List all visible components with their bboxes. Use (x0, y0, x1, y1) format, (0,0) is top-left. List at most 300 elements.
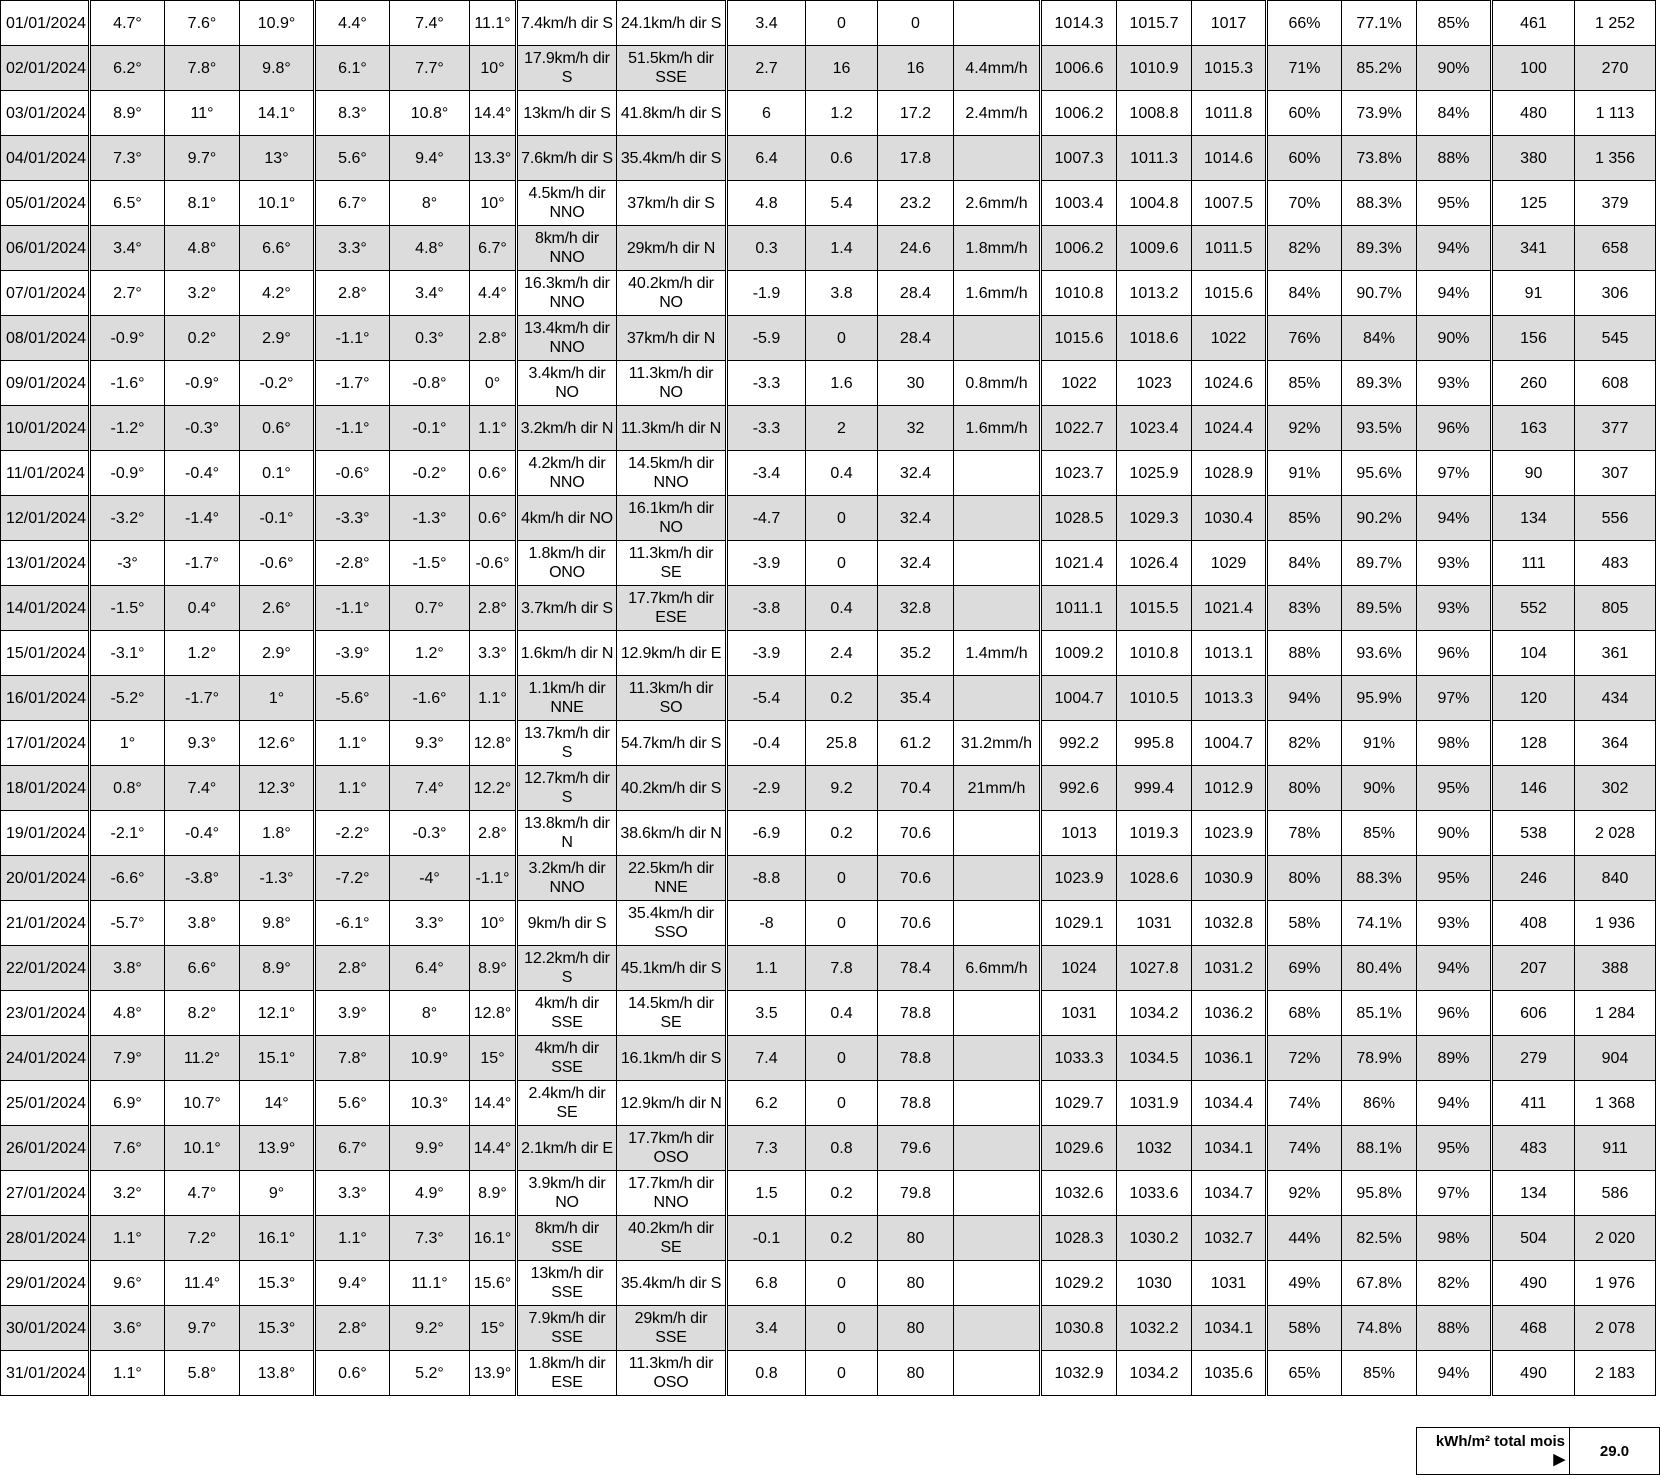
rain-day-cell: 0 (806, 901, 878, 946)
rain-rate-cell (954, 496, 1041, 541)
rain-day-cell: 0 (806, 1261, 878, 1306)
temp-ext-max-cell: 15.1° (240, 1036, 315, 1081)
pressure-avg-cell: 1018.6 (1117, 316, 1192, 361)
temp-ext-avg-cell: 7.2° (165, 1216, 240, 1261)
temp-int-avg-cell: 11.1° (390, 1261, 470, 1306)
wind-avg-cell: 4km/h dir NO (517, 496, 617, 541)
temp-int-max-cell: 1.1° (470, 406, 517, 451)
rain-day-cell: 0 (806, 1, 878, 46)
pressure-max-cell: 1032.7 (1192, 1216, 1267, 1261)
rain-rate-cell (954, 1216, 1041, 1261)
temp-ext-max-cell: 4.2° (240, 271, 315, 316)
wind-gust-cell: 11.3km/h dir SE (617, 541, 727, 586)
humidity-min-cell: 71% (1267, 46, 1342, 91)
temp-int-max-cell: 8.9° (470, 946, 517, 991)
pressure-min-cell: 1031 (1041, 991, 1117, 1036)
dew-point-cell: -5.4 (727, 676, 806, 721)
temp-int-min-cell: 4.4° (315, 1, 390, 46)
temp-ext-min-cell: 3.8° (90, 946, 165, 991)
pressure-max-cell: 1024.4 (1192, 406, 1267, 451)
humidity-max-cell: 94% (1417, 271, 1492, 316)
temp-int-avg-cell: 10.3° (390, 1081, 470, 1126)
date-cell: 24/01/2024 (1, 1036, 90, 1081)
monthly-total-label: kWh/m² total mois ▶ (1417, 1428, 1570, 1475)
pressure-avg-cell: 1034.5 (1117, 1036, 1192, 1081)
pressure-min-cell: 1004.7 (1041, 676, 1117, 721)
solar-total-cell: 1 936 (1575, 901, 1656, 946)
rain-rate-cell (954, 136, 1041, 181)
temp-int-avg-cell: 1.2° (390, 631, 470, 676)
humidity-avg-cell: 90.2% (1342, 496, 1417, 541)
dew-point-cell: -6.9 (727, 811, 806, 856)
solar-max-cell: 207 (1492, 946, 1575, 991)
solar-max-cell: 490 (1492, 1261, 1575, 1306)
pressure-max-cell: 1007.5 (1192, 181, 1267, 226)
wind-avg-cell: 1.1km/h dir NNE (517, 676, 617, 721)
wind-gust-cell: 11.3km/h dir N (617, 406, 727, 451)
rain-day-cell: 0 (806, 856, 878, 901)
pressure-max-cell: 1012.9 (1192, 766, 1267, 811)
humidity-min-cell: 68% (1267, 991, 1342, 1036)
temp-ext-max-cell: 14° (240, 1081, 315, 1126)
pressure-min-cell: 1032.6 (1041, 1171, 1117, 1216)
temp-int-avg-cell: -1.5° (390, 541, 470, 586)
temp-int-avg-cell: 8° (390, 991, 470, 1036)
pressure-max-cell: 1029 (1192, 541, 1267, 586)
humidity-min-cell: 58% (1267, 1306, 1342, 1351)
temp-ext-max-cell: 6.6° (240, 226, 315, 271)
humidity-min-cell: 80% (1267, 856, 1342, 901)
rain-cumul-cell: 24.6 (878, 226, 954, 271)
pressure-avg-cell: 1013.2 (1117, 271, 1192, 316)
pressure-max-cell: 1014.6 (1192, 136, 1267, 181)
rain-cumul-cell: 32.8 (878, 586, 954, 631)
pressure-max-cell: 1015.3 (1192, 46, 1267, 91)
temp-ext-min-cell: -3.2° (90, 496, 165, 541)
rain-day-cell: 0.8 (806, 1126, 878, 1171)
wind-avg-cell: 16.3km/h dir NNO (517, 271, 617, 316)
wind-avg-cell: 1.8km/h dir ESE (517, 1351, 617, 1396)
pressure-max-cell: 1013.3 (1192, 676, 1267, 721)
table-row (1, 496, 1656, 541)
humidity-max-cell: 94% (1417, 946, 1492, 991)
date-cell: 18/01/2024 (1, 766, 90, 811)
temp-ext-avg-cell: 7.4° (165, 766, 240, 811)
solar-total-cell: 434 (1575, 676, 1656, 721)
solar-total-cell: 307 (1575, 451, 1656, 496)
rain-day-cell: 0 (806, 496, 878, 541)
temp-ext-avg-cell: 9.7° (165, 1306, 240, 1351)
temp-ext-avg-cell: 10.1° (165, 1126, 240, 1171)
rain-day-cell: 0 (806, 316, 878, 361)
solar-max-cell: 490 (1492, 1351, 1575, 1396)
table-row (1, 136, 1656, 181)
temp-ext-max-cell: 8.9° (240, 946, 315, 991)
wind-gust-cell: 37km/h dir S (617, 181, 727, 226)
humidity-avg-cell: 86% (1342, 1081, 1417, 1126)
dew-point-cell: -0.1 (727, 1216, 806, 1261)
pressure-min-cell: 1032.9 (1041, 1351, 1117, 1396)
solar-total-cell: 379 (1575, 181, 1656, 226)
pressure-min-cell: 1023.9 (1041, 856, 1117, 901)
rain-cumul-cell: 16 (878, 46, 954, 91)
pressure-max-cell: 1015.6 (1192, 271, 1267, 316)
temp-int-avg-cell: 7.4° (390, 1, 470, 46)
temp-int-max-cell: 2.8° (470, 811, 517, 856)
solar-total-cell: 658 (1575, 226, 1656, 271)
date-cell: 22/01/2024 (1, 946, 90, 991)
rain-rate-cell (954, 586, 1041, 631)
pressure-avg-cell: 1029.3 (1117, 496, 1192, 541)
humidity-avg-cell: 78.9% (1342, 1036, 1417, 1081)
temp-ext-min-cell: 4.7° (90, 1, 165, 46)
wind-avg-cell: 1.6km/h dir N (517, 631, 617, 676)
wind-gust-cell: 29km/h dir N (617, 226, 727, 271)
pressure-min-cell: 1033.3 (1041, 1036, 1117, 1081)
humidity-max-cell: 94% (1417, 496, 1492, 541)
pressure-max-cell: 1034.1 (1192, 1126, 1267, 1171)
temp-ext-avg-cell: 9.3° (165, 721, 240, 766)
rain-cumul-cell: 78.8 (878, 1081, 954, 1126)
dew-point-cell: 6.8 (727, 1261, 806, 1306)
pressure-min-cell: 1029.7 (1041, 1081, 1117, 1126)
humidity-min-cell: 49% (1267, 1261, 1342, 1306)
humidity-min-cell: 76% (1267, 316, 1342, 361)
humidity-avg-cell: 85.2% (1342, 46, 1417, 91)
date-cell: 20/01/2024 (1, 856, 90, 901)
humidity-min-cell: 58% (1267, 901, 1342, 946)
humidity-max-cell: 93% (1417, 361, 1492, 406)
dew-point-cell: -3.3 (727, 361, 806, 406)
humidity-avg-cell: 88.1% (1342, 1126, 1417, 1171)
table-row (1, 991, 1656, 1036)
pressure-avg-cell: 1004.8 (1117, 181, 1192, 226)
temp-int-min-cell: 0.6° (315, 1351, 390, 1396)
rain-cumul-cell: 70.6 (878, 811, 954, 856)
rain-rate-cell (954, 1351, 1041, 1396)
date-cell: 15/01/2024 (1, 631, 90, 676)
pressure-min-cell: 1022 (1041, 361, 1117, 406)
pressure-max-cell: 1031 (1192, 1261, 1267, 1306)
humidity-max-cell: 90% (1417, 316, 1492, 361)
table-row (1, 766, 1656, 811)
dew-point-cell: 4.8 (727, 181, 806, 226)
wind-avg-cell: 3.9km/h dir NO (517, 1171, 617, 1216)
humidity-avg-cell: 91% (1342, 721, 1417, 766)
humidity-max-cell: 89% (1417, 1036, 1492, 1081)
pressure-avg-cell: 1023 (1117, 361, 1192, 406)
wind-gust-cell: 38.6km/h dir N (617, 811, 727, 856)
temp-ext-min-cell: 7.9° (90, 1036, 165, 1081)
table-row (1, 541, 1656, 586)
temp-int-max-cell: 13.9° (470, 1351, 517, 1396)
humidity-max-cell: 94% (1417, 1081, 1492, 1126)
temp-ext-avg-cell: -0.4° (165, 451, 240, 496)
rain-day-cell: 9.2 (806, 766, 878, 811)
temp-int-avg-cell: -4° (390, 856, 470, 901)
rain-rate-cell: 2.6mm/h (954, 181, 1041, 226)
rain-rate-cell: 6.6mm/h (954, 946, 1041, 991)
humidity-max-cell: 97% (1417, 676, 1492, 721)
temp-int-avg-cell: 10.9° (390, 1036, 470, 1081)
table-row (1, 46, 1656, 91)
rain-cumul-cell: 80 (878, 1261, 954, 1306)
wind-gust-cell: 11.3km/h dir NO (617, 361, 727, 406)
temp-int-min-cell: -5.6° (315, 676, 390, 721)
dew-point-cell: 3.5 (727, 991, 806, 1036)
pressure-avg-cell: 1015.5 (1117, 586, 1192, 631)
pressure-max-cell: 1030.4 (1192, 496, 1267, 541)
temp-int-min-cell: 1.1° (315, 721, 390, 766)
temp-int-avg-cell: 7.3° (390, 1216, 470, 1261)
temp-ext-max-cell: 0.6° (240, 406, 315, 451)
rain-cumul-cell: 78.8 (878, 1036, 954, 1081)
pressure-avg-cell: 995.8 (1117, 721, 1192, 766)
table-row (1, 1036, 1656, 1081)
temp-ext-max-cell: -0.2° (240, 361, 315, 406)
temp-int-max-cell: 12.2° (470, 766, 517, 811)
temp-int-avg-cell: 9.4° (390, 136, 470, 181)
solar-total-cell: 377 (1575, 406, 1656, 451)
wind-avg-cell: 8km/h dir NNO (517, 226, 617, 271)
temp-ext-avg-cell: 6.6° (165, 946, 240, 991)
temp-ext-avg-cell: 7.8° (165, 46, 240, 91)
temp-int-avg-cell: 0.7° (390, 586, 470, 631)
solar-total-cell: 1 368 (1575, 1081, 1656, 1126)
wind-avg-cell: 13.8km/h dir N (517, 811, 617, 856)
wind-avg-cell: 12.2km/h dir S (517, 946, 617, 991)
temp-int-max-cell: -1.1° (470, 856, 517, 901)
pressure-max-cell: 1031.2 (1192, 946, 1267, 991)
humidity-avg-cell: 89.3% (1342, 361, 1417, 406)
temp-int-min-cell: 6.1° (315, 46, 390, 91)
rain-rate-cell (954, 1306, 1041, 1351)
table-row (1, 1216, 1656, 1261)
solar-max-cell: 163 (1492, 406, 1575, 451)
dew-point-cell: -2.9 (727, 766, 806, 811)
humidity-min-cell: 83% (1267, 586, 1342, 631)
humidity-avg-cell: 90.7% (1342, 271, 1417, 316)
pressure-min-cell: 1014.3 (1041, 1, 1117, 46)
wind-gust-cell: 14.5km/h dir SE (617, 991, 727, 1036)
pressure-min-cell: 1029.2 (1041, 1261, 1117, 1306)
date-cell: 29/01/2024 (1, 1261, 90, 1306)
pressure-max-cell: 1030.9 (1192, 856, 1267, 901)
temp-ext-min-cell: 3.4° (90, 226, 165, 271)
solar-total-cell: 1 252 (1575, 1, 1656, 46)
solar-max-cell: 504 (1492, 1216, 1575, 1261)
rain-day-cell: 7.8 (806, 946, 878, 991)
solar-total-cell: 388 (1575, 946, 1656, 991)
humidity-avg-cell: 95.8% (1342, 1171, 1417, 1216)
temp-ext-min-cell: -1.5° (90, 586, 165, 631)
pressure-max-cell: 1011.5 (1192, 226, 1267, 271)
wind-avg-cell: 8km/h dir SSE (517, 1216, 617, 1261)
wind-avg-cell: 13km/h dir SSE (517, 1261, 617, 1306)
humidity-min-cell: 91% (1267, 451, 1342, 496)
temp-int-max-cell: 0.6° (470, 496, 517, 541)
rain-cumul-cell: 17.8 (878, 136, 954, 181)
pressure-max-cell: 1021.4 (1192, 586, 1267, 631)
solar-total-cell: 805 (1575, 586, 1656, 631)
wind-avg-cell: 4.2km/h dir NNO (517, 451, 617, 496)
wind-avg-cell: 3.4km/h dir NO (517, 361, 617, 406)
temp-ext-min-cell: 2.7° (90, 271, 165, 316)
pressure-avg-cell: 1011.3 (1117, 136, 1192, 181)
rain-cumul-cell: 35.4 (878, 676, 954, 721)
humidity-max-cell: 97% (1417, 1171, 1492, 1216)
dew-point-cell: -1.9 (727, 271, 806, 316)
date-cell: 19/01/2024 (1, 811, 90, 856)
temp-ext-avg-cell: 1.2° (165, 631, 240, 676)
wind-gust-cell: 29km/h dir SSE (617, 1306, 727, 1351)
temp-ext-avg-cell: -3.8° (165, 856, 240, 901)
temp-ext-min-cell: 8.9° (90, 91, 165, 136)
solar-max-cell: 134 (1492, 496, 1575, 541)
table-row (1, 631, 1656, 676)
temp-ext-max-cell: 1° (240, 676, 315, 721)
temp-int-avg-cell: 0.3° (390, 316, 470, 361)
wind-avg-cell: 2.1km/h dir E (517, 1126, 617, 1171)
humidity-max-cell: 90% (1417, 46, 1492, 91)
solar-total-cell: 306 (1575, 271, 1656, 316)
rain-cumul-cell: 70.6 (878, 901, 954, 946)
temp-ext-min-cell: -5.7° (90, 901, 165, 946)
solar-total-cell: 545 (1575, 316, 1656, 361)
humidity-max-cell: 82% (1417, 1261, 1492, 1306)
date-cell: 27/01/2024 (1, 1171, 90, 1216)
dew-point-cell: -3.9 (727, 541, 806, 586)
date-cell: 09/01/2024 (1, 361, 90, 406)
rain-cumul-cell: 78.8 (878, 991, 954, 1036)
rain-cumul-cell: 80 (878, 1351, 954, 1396)
temp-int-max-cell: 1.1° (470, 676, 517, 721)
solar-max-cell: 120 (1492, 676, 1575, 721)
table-row (1, 676, 1656, 721)
temp-ext-min-cell: 1° (90, 721, 165, 766)
temp-ext-min-cell: 7.3° (90, 136, 165, 181)
temp-int-avg-cell: 9.3° (390, 721, 470, 766)
pressure-avg-cell: 1034.2 (1117, 1351, 1192, 1396)
pressure-max-cell: 1023.9 (1192, 811, 1267, 856)
date-cell: 23/01/2024 (1, 991, 90, 1036)
temp-int-min-cell: 1.1° (315, 766, 390, 811)
pressure-avg-cell: 1033.6 (1117, 1171, 1192, 1216)
temp-ext-min-cell: -3.1° (90, 631, 165, 676)
humidity-avg-cell: 74.8% (1342, 1306, 1417, 1351)
humidity-avg-cell: 88.3% (1342, 856, 1417, 901)
date-cell: 17/01/2024 (1, 721, 90, 766)
humidity-min-cell: 80% (1267, 766, 1342, 811)
rain-day-cell: 0 (806, 1036, 878, 1081)
wind-gust-cell: 12.9km/h dir N (617, 1081, 727, 1126)
pressure-max-cell: 1011.8 (1192, 91, 1267, 136)
temp-int-max-cell: 8.9° (470, 1171, 517, 1216)
dew-point-cell: -4.7 (727, 496, 806, 541)
rain-rate-cell: 0.8mm/h (954, 361, 1041, 406)
date-cell: 03/01/2024 (1, 91, 90, 136)
wind-gust-cell: 11.3km/h dir OSO (617, 1351, 727, 1396)
solar-max-cell: 483 (1492, 1126, 1575, 1171)
pressure-max-cell: 1034.7 (1192, 1171, 1267, 1216)
rain-cumul-cell: 0 (878, 1, 954, 46)
temp-ext-min-cell: 7.6° (90, 1126, 165, 1171)
temp-int-min-cell: -3.9° (315, 631, 390, 676)
temp-int-max-cell: 2.8° (470, 586, 517, 631)
temp-ext-min-cell: -2.1° (90, 811, 165, 856)
rain-cumul-cell: 70.4 (878, 766, 954, 811)
date-cell: 01/01/2024 (1, 1, 90, 46)
temp-ext-min-cell: -3° (90, 541, 165, 586)
solar-max-cell: 411 (1492, 1081, 1575, 1126)
humidity-min-cell: 88% (1267, 631, 1342, 676)
temp-int-min-cell: 5.6° (315, 136, 390, 181)
date-cell: 13/01/2024 (1, 541, 90, 586)
temp-int-min-cell: 5.6° (315, 1081, 390, 1126)
solar-max-cell: 538 (1492, 811, 1575, 856)
temp-int-max-cell: 12.8° (470, 721, 517, 766)
rain-cumul-cell: 78.4 (878, 946, 954, 991)
solar-total-cell: 608 (1575, 361, 1656, 406)
date-cell: 12/01/2024 (1, 496, 90, 541)
humidity-max-cell: 96% (1417, 631, 1492, 676)
rain-day-cell: 0.2 (806, 811, 878, 856)
solar-max-cell: 341 (1492, 226, 1575, 271)
humidity-max-cell: 88% (1417, 1306, 1492, 1351)
humidity-max-cell: 96% (1417, 406, 1492, 451)
dew-point-cell: 3.4 (727, 1, 806, 46)
table-row (1, 181, 1656, 226)
solar-max-cell: 468 (1492, 1306, 1575, 1351)
temp-int-avg-cell: 9.2° (390, 1306, 470, 1351)
humidity-avg-cell: 93.5% (1342, 406, 1417, 451)
dew-point-cell: 0.8 (727, 1351, 806, 1396)
table-row (1, 946, 1656, 991)
temp-ext-max-cell: -0.1° (240, 496, 315, 541)
rain-cumul-cell: 32.4 (878, 541, 954, 586)
dew-point-cell: -8.8 (727, 856, 806, 901)
dew-point-cell: 6.2 (727, 1081, 806, 1126)
rain-rate-cell (954, 676, 1041, 721)
dew-point-cell: -3.4 (727, 451, 806, 496)
solar-max-cell: 104 (1492, 631, 1575, 676)
table-row (1, 361, 1656, 406)
humidity-avg-cell: 84% (1342, 316, 1417, 361)
temp-int-min-cell: 8.3° (315, 91, 390, 136)
humidity-min-cell: 72% (1267, 1036, 1342, 1081)
rain-day-cell: 0 (806, 1081, 878, 1126)
table-row (1, 271, 1656, 316)
date-cell: 07/01/2024 (1, 271, 90, 316)
date-cell: 31/01/2024 (1, 1351, 90, 1396)
humidity-max-cell: 95% (1417, 856, 1492, 901)
temp-int-avg-cell: -1.6° (390, 676, 470, 721)
pressure-avg-cell: 1030.2 (1117, 1216, 1192, 1261)
rain-rate-cell: 2.4mm/h (954, 91, 1041, 136)
wind-gust-cell: 16.1km/h dir NO (617, 496, 727, 541)
rain-rate-cell: 1.8mm/h (954, 226, 1041, 271)
solar-total-cell: 2 020 (1575, 1216, 1656, 1261)
solar-total-cell: 361 (1575, 631, 1656, 676)
rain-cumul-cell: 61.2 (878, 721, 954, 766)
pressure-max-cell: 1022 (1192, 316, 1267, 361)
pressure-min-cell: 1011.1 (1041, 586, 1117, 631)
temp-int-avg-cell: -0.1° (390, 406, 470, 451)
temp-int-min-cell: -1.7° (315, 361, 390, 406)
rain-rate-cell (954, 1, 1041, 46)
temp-int-min-cell: 2.8° (315, 946, 390, 991)
temp-int-max-cell: -0.6° (470, 541, 517, 586)
